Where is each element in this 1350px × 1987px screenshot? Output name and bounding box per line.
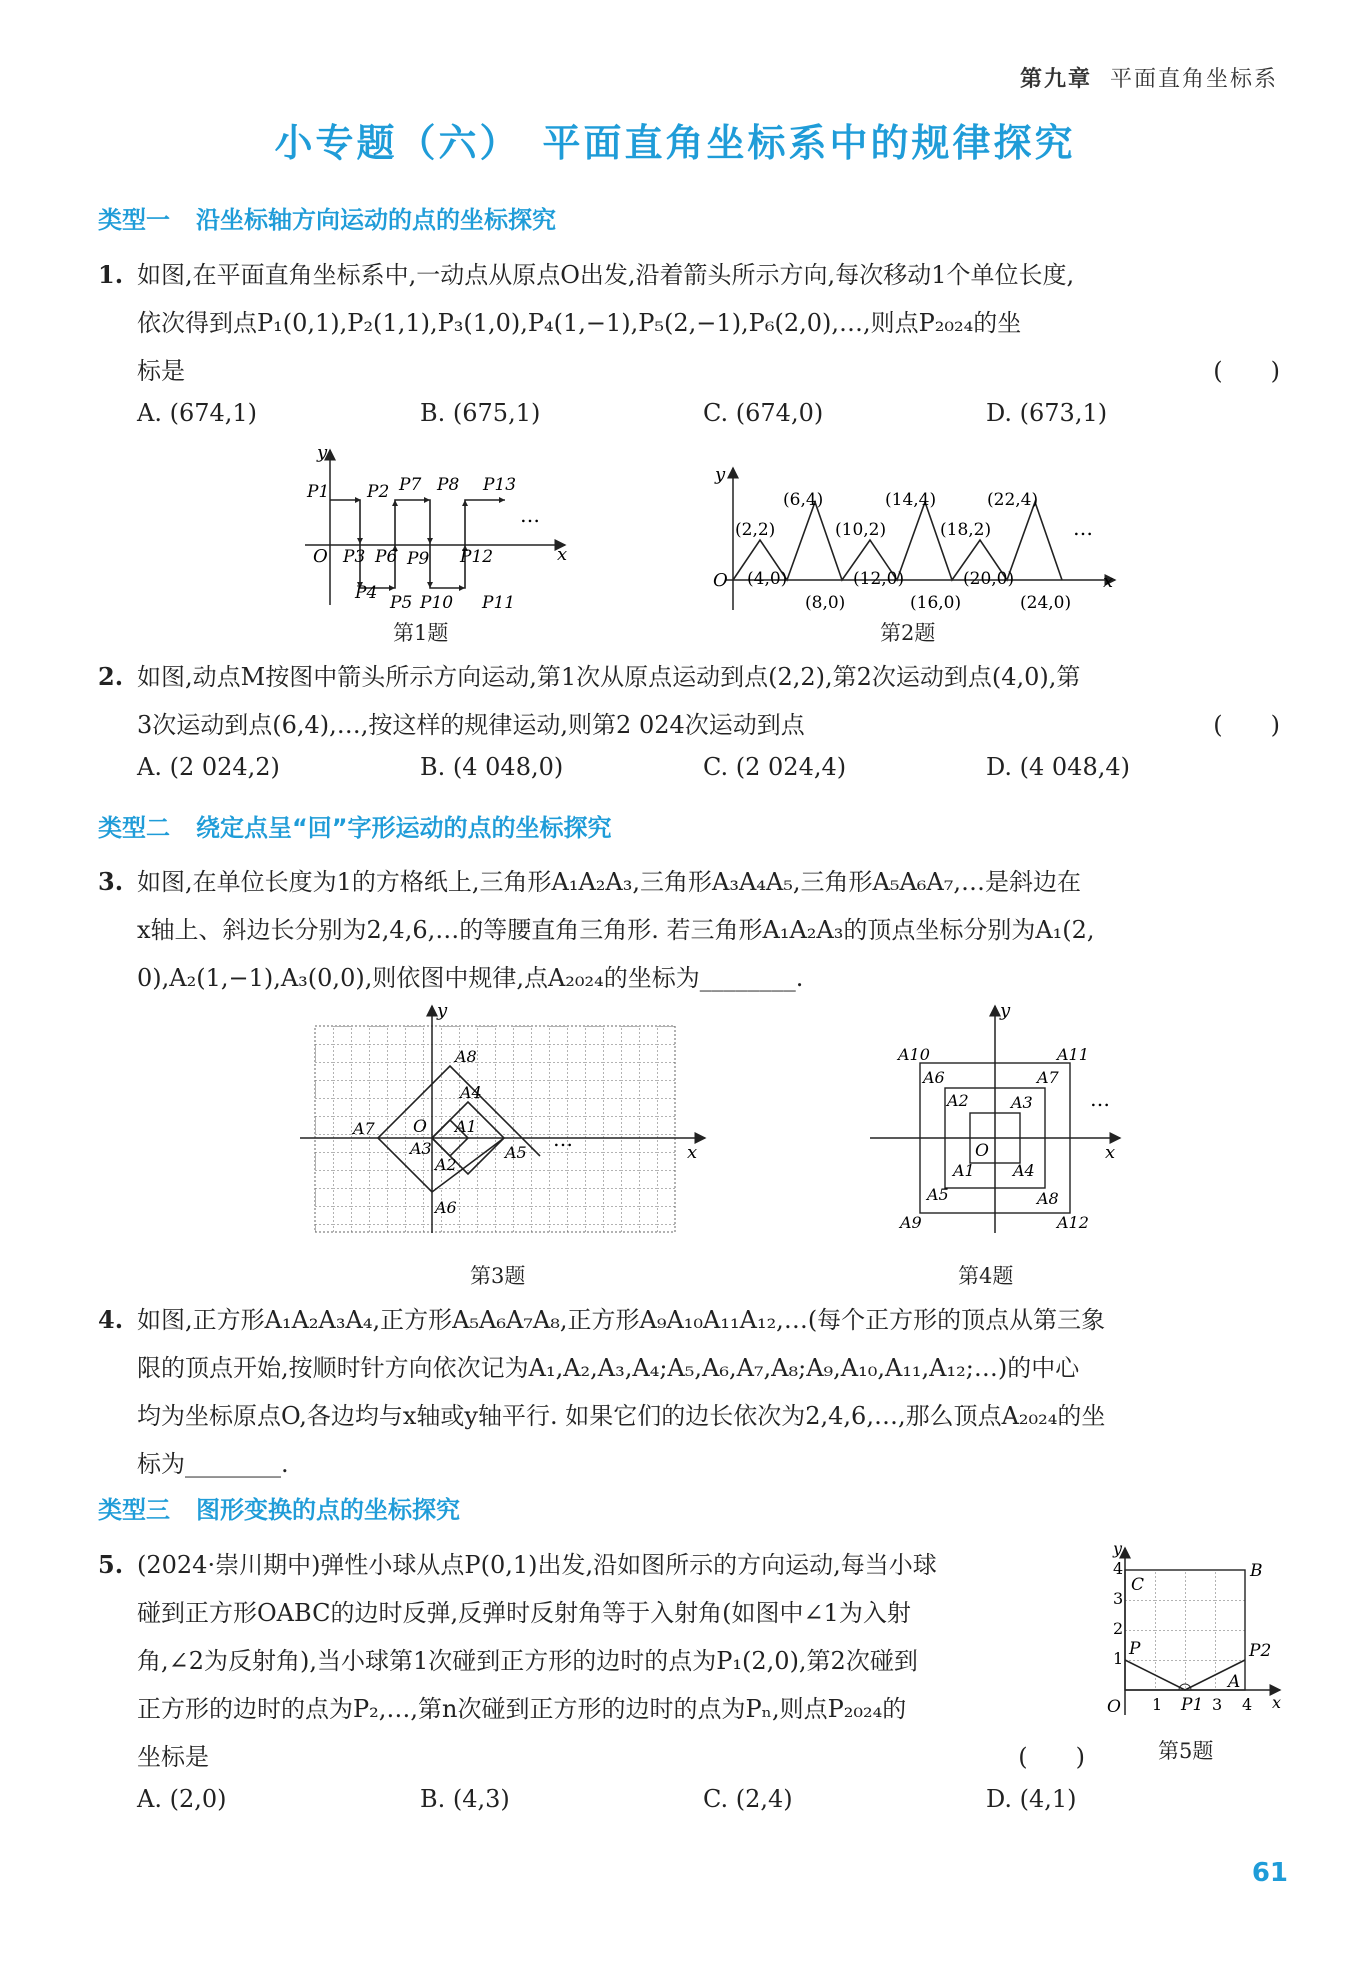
q4-number: 4. <box>98 1305 124 1334</box>
q5-line2: 碰到正方形OABC的边时反弹,反弹时反射角等于入射角(如图中∠1为入射 <box>137 1599 911 1627</box>
label-p2: P2 <box>367 482 390 502</box>
chapter-header <box>1020 62 1278 93</box>
label-x: x <box>1105 1142 1116 1163</box>
label-p4: P4 <box>355 583 378 603</box>
label-p1: P1 <box>1181 1695 1204 1715</box>
label-a4: A4 <box>1013 1161 1035 1180</box>
q5-option-d: D. (4,1) <box>986 1785 1077 1813</box>
label-x: x <box>1103 571 1114 592</box>
q4-line2: 限的顶点开始,按顺时针方向依次记为A₁,A₂,A₃,A₄;A₅,A₆,A₇,A₈;A₉,A₁₀,A₁₁,A₁₂;…)的中心 <box>137 1354 1080 1382</box>
label-a6: A6 <box>923 1068 945 1087</box>
label-y: y <box>1000 1000 1011 1021</box>
type-heading-1 <box>98 200 556 235</box>
label-a9: A9 <box>900 1213 922 1232</box>
label-a1: A1 <box>455 1117 477 1136</box>
type-heading-3 <box>98 1490 460 1525</box>
q3-line3: 0),A₂(1,−1),A₃(0,0),则依图中规律,点A₂₀₂₄的坐标为________. <box>137 964 804 992</box>
q5-line3: 角,∠2为反射角),当小球第1次碰到正方形的边时的点为P₁(2,0),第2次碰到 <box>137 1647 918 1675</box>
type-text: 图形变换的点的坐标探究 <box>196 1496 460 1524</box>
figure-5 <box>1095 1540 1295 1730</box>
label-p10: P10 <box>420 593 454 613</box>
q1-line3: 标是 <box>137 357 185 385</box>
figure-4-caption: 第4题 <box>958 1264 1014 1288</box>
chapter-number: 第九章 <box>1019 67 1092 92</box>
label-4-0: (4,0) <box>747 569 788 589</box>
label-p8: P8 <box>437 475 460 495</box>
label-x: x <box>1272 1693 1282 1712</box>
path-line <box>330 500 505 588</box>
q5-text1: (2024·崇川期中)弹性小球从点P(0,1)出发,沿如图所示的方向运动,每当小球 <box>137 1551 937 1579</box>
q2-option-b: B. (4 048,0) <box>420 753 564 781</box>
label-12-0: (12,0) <box>853 569 905 589</box>
figure-3 <box>295 998 715 1238</box>
label-o: O <box>713 570 728 591</box>
q3-line1 <box>98 862 1081 897</box>
q1-answer-paren: ( ) <box>1213 357 1280 385</box>
label-a7: A7 <box>1037 1068 1059 1087</box>
q5-line5: 坐标是 <box>137 1743 209 1771</box>
tick-x-3: 3 <box>1212 1695 1223 1714</box>
figure-5-caption: 第5题 <box>1158 1739 1214 1763</box>
chapter-section: 平面直角坐标系 <box>1109 67 1278 92</box>
label-x: x <box>687 1142 698 1163</box>
q4-line4: 标为________. <box>137 1450 289 1478</box>
label-p11: P11 <box>482 593 516 613</box>
page-number: 61 <box>1251 1858 1288 1888</box>
label-y: y <box>1113 1540 1123 1558</box>
tick-y-4: 4 <box>1113 1559 1124 1578</box>
tick-y-2: 2 <box>1113 1619 1124 1638</box>
label-a10: A10 <box>898 1045 930 1064</box>
label-a2: A2 <box>435 1155 457 1174</box>
tick-y-1: 1 <box>1113 1649 1124 1668</box>
label-10-2: (10,2) <box>835 520 887 540</box>
q2-option-c: C. (2 024,4) <box>703 753 847 781</box>
figure-4 <box>865 998 1130 1238</box>
label-a12: A12 <box>1057 1213 1089 1232</box>
figure-1 <box>295 440 575 615</box>
label-p6: P6 <box>375 547 398 567</box>
figure-2 <box>705 460 1125 618</box>
q1-option-d: D. (673,1) <box>986 399 1108 427</box>
figure-2-caption: 第2题 <box>880 621 936 645</box>
label-y: y <box>437 1000 448 1021</box>
label-a: A <box>1228 1672 1241 1692</box>
q5-number: 5. <box>98 1550 124 1579</box>
figure-1-caption: 第1题 <box>393 621 449 645</box>
label-20-0: (20,0) <box>963 569 1015 589</box>
tick-x-1: 1 <box>1152 1695 1163 1714</box>
label-p2: P2 <box>1249 1641 1272 1661</box>
label-p1: P1 <box>307 482 330 502</box>
q1-line2: 依次得到点P₁(0,1),P₂(1,1),P₃(1,0),P₄(1,−1),P₅(2,−1),P₆(2,0),…,则点P₂₀₂₄的坐 <box>137 309 1022 337</box>
label-a7: A7 <box>353 1119 375 1138</box>
label-y: y <box>317 442 328 463</box>
q5-option-c: C. (2,4) <box>703 1785 793 1813</box>
label-a6: A6 <box>435 1198 457 1217</box>
label-p9: P9 <box>407 549 430 569</box>
label-x: x <box>557 544 568 565</box>
q5-answer-paren: ( ) <box>1018 1743 1085 1771</box>
q5-line1 <box>98 1545 937 1580</box>
label-a5: A5 <box>505 1143 527 1162</box>
label-y: y <box>715 464 726 485</box>
label-14-4: (14,4) <box>885 490 937 510</box>
q4-line3: 均为坐标原点O,各边均与x轴或y轴平行. 如果它们的边长依次为2,4,6,…,那么顶点A₂₀₂₄的坐 <box>137 1402 1106 1430</box>
label-p3: P3 <box>343 547 366 567</box>
q3-number: 3. <box>98 867 124 896</box>
label-p7: P7 <box>399 475 422 495</box>
label-16-0: (16,0) <box>910 593 962 613</box>
label-c: C <box>1131 1575 1145 1595</box>
q5-option-a: A. (2,0) <box>137 1785 227 1813</box>
q1-option-c: C. (674,0) <box>703 399 824 427</box>
q2-text1: 如图,动点M按图中箭头所示方向运动,第1次从原点运动到点(2,2),第2次运动到点(4,0),第 <box>137 663 1081 691</box>
type-heading-2 <box>98 808 612 843</box>
label-a5: A5 <box>927 1185 949 1204</box>
label-p: P <box>1129 1639 1141 1659</box>
label-p12: P12 <box>460 547 494 567</box>
type-label: 类型三 <box>98 1496 170 1524</box>
label-8-0: (8,0) <box>805 593 846 613</box>
tick-y-3: 3 <box>1113 1589 1124 1608</box>
q3-text1: 如图,在单位长度为1的方格纸上,三角形A₁A₂A₃,三角形A₃A₄A₅,三角形A₅A₆A₇,…是斜边在 <box>137 868 1081 896</box>
q1-text1: 如图,在平面直角坐标系中,一动点从原点O出发,沿着箭头所示方向,每次移动1个单位长度, <box>137 261 1075 289</box>
q2-line2: 3次运动到点(6,4),…,按这样的规律运动,则第2 024次运动到点 <box>137 711 805 739</box>
label-ellipsis: … <box>520 503 540 527</box>
q2-option-a: A. (2 024,2) <box>137 753 280 781</box>
label-b: B <box>1250 1561 1263 1581</box>
label-o: O <box>413 1117 427 1137</box>
q1-line1 <box>98 255 1074 290</box>
label-2-2: (2,2) <box>735 520 776 540</box>
q4-line1 <box>98 1300 1105 1335</box>
label-p5: P5 <box>390 593 413 613</box>
label-a11: A11 <box>1057 1045 1089 1064</box>
type-text: 绕定点呈“回”字形运动的点的坐标探究 <box>196 814 612 842</box>
label-a1: A1 <box>953 1161 975 1180</box>
q3-line2: x轴上、斜边长分别为2,4,6,…的等腰直角三角形. 若三角形A₁A₂A₃的顶点坐标分别为A₁(2, <box>137 916 1095 944</box>
q5-line4: 正方形的边时的点为P₂,…,第n次碰到正方形的边时的点为Pₙ,则点P₂₀₂₄的 <box>137 1695 907 1723</box>
label-18-2: (18,2) <box>940 520 992 540</box>
q2-answer-paren: ( ) <box>1213 711 1280 739</box>
label-a8: A8 <box>455 1047 477 1066</box>
label-a3: A3 <box>1011 1093 1033 1112</box>
label-o: O <box>975 1141 989 1161</box>
q1-option-b: B. (675,1) <box>420 399 541 427</box>
label-p13: P13 <box>483 475 517 495</box>
label-24-0: (24,0) <box>1020 593 1072 613</box>
q1-number: 1. <box>98 260 124 289</box>
label-o: O <box>313 546 328 567</box>
label-a2: A2 <box>947 1091 969 1110</box>
label-o: O <box>1107 1697 1121 1717</box>
label-22-4: (22,4) <box>987 490 1039 510</box>
q4-text1: 如图,正方形A₁A₂A₃A₄,正方形A₅A₆A₇A₈,正方形A₉A₁₀A₁₁A₁₂,…(每个正方形的顶点从第三象 <box>137 1306 1106 1334</box>
tick-x-4: 4 <box>1242 1695 1253 1714</box>
label-ellipsis: … <box>1073 516 1093 540</box>
label-a8: A8 <box>1037 1189 1059 1208</box>
q2-number: 2. <box>98 662 124 691</box>
q2-option-d: D. (4 048,4) <box>986 753 1130 781</box>
type-label: 类型一 <box>98 206 170 234</box>
label-a4: A4 <box>460 1083 482 1102</box>
label-6-4: (6,4) <box>783 490 824 510</box>
page-title: 小专题（六） 平面直角坐标系中的规律探究 <box>274 121 1076 165</box>
label-a3: A3 <box>410 1139 432 1158</box>
type-text: 沿坐标轴方向运动的点的坐标探究 <box>196 206 556 234</box>
figure-3-caption: 第3题 <box>470 1264 526 1288</box>
q5-option-b: B. (4,3) <box>420 1785 510 1813</box>
label-ellipsis: … <box>553 1127 573 1151</box>
q2-line1 <box>98 657 1080 692</box>
type-label: 类型二 <box>98 814 170 842</box>
label-ellipsis: … <box>1090 1087 1110 1111</box>
q1-option-a: A. (674,1) <box>137 399 258 427</box>
